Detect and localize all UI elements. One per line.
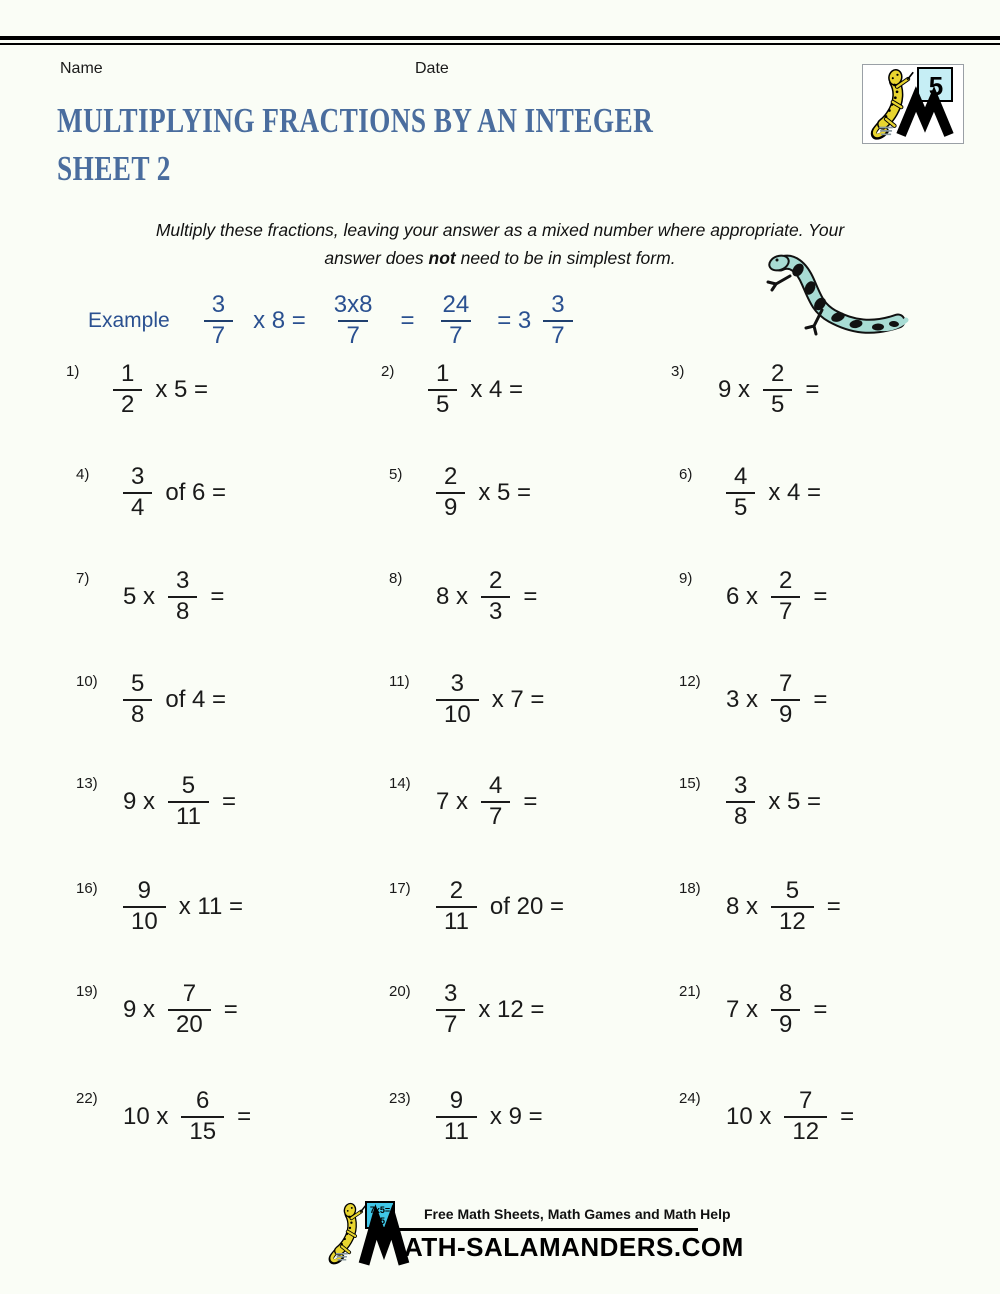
problem-9 — [679, 555, 827, 639]
problem-operation: x 5 = — [768, 788, 822, 815]
fraction — [784, 1088, 827, 1146]
fraction-denominator: 5 — [763, 389, 792, 419]
footer-site-name: ATH-SALAMANDERS.COM — [404, 1232, 744, 1262]
fraction-denominator: 9 — [771, 699, 800, 729]
numerator: 24 — [442, 291, 470, 318]
problem-operation: = — [813, 686, 828, 713]
problem-operation: = — [523, 788, 538, 815]
problem-operation: x 9 = — [489, 1103, 543, 1130]
numerator: 3x8 — [333, 291, 373, 318]
lizard-icon — [760, 248, 910, 352]
fraction-denominator: 5 — [428, 389, 457, 419]
fraction — [123, 464, 152, 522]
fraction — [771, 568, 800, 626]
example-fraction-4 — [543, 292, 572, 350]
problem-number: 16) — [76, 880, 98, 897]
problem-prefix: 10 x — [123, 1103, 169, 1130]
problem-number: 12) — [679, 673, 701, 690]
date-field-label: Date — [415, 60, 449, 77]
problem-prefix: 3 x — [726, 686, 759, 713]
fraction — [481, 568, 510, 626]
fraction-numerator: 3 — [450, 670, 465, 698]
fraction — [763, 361, 792, 419]
page-title-line2: SHEET 2 — [57, 149, 171, 188]
fraction-denominator: 8 — [726, 801, 755, 831]
problem-operation: = — [813, 996, 828, 1023]
problem-number: 18) — [679, 880, 701, 897]
fraction — [771, 671, 800, 729]
fraction — [168, 568, 197, 626]
example-fraction-1 — [204, 292, 233, 350]
badge-number: 5 — [928, 71, 944, 101]
numerator: 3 — [211, 291, 226, 318]
problem-operation: x 11 = — [178, 893, 243, 920]
fraction — [436, 981, 465, 1039]
problem-10 — [76, 658, 226, 742]
fraction-numerator: 2 — [449, 877, 464, 905]
name-field-label: Name — [60, 60, 103, 77]
example-fraction-2 — [326, 292, 381, 350]
salamander-badge-icon — [863, 65, 963, 143]
fraction-denominator: 9 — [436, 492, 465, 522]
denominator: 7 — [441, 320, 470, 350]
problem-prefix: 9 x — [718, 376, 751, 403]
problem-number: 9) — [679, 570, 693, 587]
fraction-numerator: 5 — [131, 670, 145, 698]
problem-prefix: 9 x — [123, 788, 156, 815]
problem-prefix: 9 x — [123, 996, 156, 1023]
problem-15 — [679, 760, 821, 844]
problem-operation: x 5 = — [155, 376, 209, 403]
fraction-numerator: 3 — [131, 463, 145, 491]
instructions-line2-pre: answer does — [324, 248, 429, 268]
instructions-line1: Multiply these fractions, leaving your answer as a mixed number where appropriate. Your — [155, 220, 845, 240]
fraction-numerator: 2 — [771, 360, 785, 388]
problem-20 — [389, 968, 544, 1052]
fraction-numerator: 5 — [181, 772, 196, 800]
fraction-numerator: 1 — [121, 360, 135, 388]
problem-8 — [389, 555, 537, 639]
fraction — [771, 878, 814, 936]
fraction-denominator: 9 — [771, 1009, 800, 1039]
problem-operation: = — [826, 893, 841, 920]
problem-operation: x 4 = — [768, 479, 822, 506]
problem-14 — [389, 760, 537, 844]
problem-number: 6) — [679, 466, 693, 483]
top-rule-thick — [0, 36, 1000, 40]
fraction — [428, 361, 457, 419]
problem-operation: = — [237, 1103, 252, 1130]
fraction-numerator: 7 — [182, 980, 197, 1008]
problem-operation: = — [210, 583, 225, 610]
fraction-denominator: 15 — [181, 1116, 224, 1146]
problem-6 — [679, 451, 821, 535]
fraction-denominator: 7 — [436, 1009, 465, 1039]
problem-prefix: 6 x — [726, 583, 759, 610]
fraction-numerator: 5 — [785, 877, 800, 905]
problem-1 — [66, 348, 208, 432]
example-row — [88, 292, 573, 350]
fraction-denominator: 12 — [771, 906, 814, 936]
example-eq2: = 3 — [497, 306, 532, 334]
problem-5 — [389, 451, 531, 535]
problem-operation: = — [221, 788, 236, 815]
fraction — [726, 464, 755, 522]
fraction — [123, 671, 152, 729]
example-label: Example — [88, 308, 170, 332]
fraction-denominator: 3 — [481, 596, 510, 626]
problem-number: 2) — [381, 363, 395, 380]
problem-prefix: 7 x — [436, 788, 469, 815]
denominator: 7 — [338, 320, 367, 350]
problem-number: 7) — [76, 570, 90, 587]
fraction-denominator: 11 — [436, 906, 477, 936]
problem-operation: = — [840, 1103, 855, 1130]
fraction — [181, 1088, 224, 1146]
problem-prefix: 5 x — [123, 583, 156, 610]
fraction — [436, 878, 477, 936]
instructions-line2-bold: not — [428, 248, 456, 268]
top-rule-thin — [0, 43, 1000, 45]
problem-operation: x 4 = — [470, 376, 524, 403]
example-fraction-3 — [434, 292, 477, 350]
fraction-numerator: 9 — [137, 877, 152, 905]
problem-4 — [76, 451, 226, 535]
footer-salamander-icon — [331, 1202, 365, 1261]
problem-7 — [76, 555, 224, 639]
footer-board-line2: 35 — [374, 1216, 386, 1226]
problem-number: 20) — [389, 983, 411, 1000]
fraction-denominator: 12 — [784, 1116, 827, 1146]
fraction — [726, 773, 755, 831]
problem-22 — [76, 1075, 251, 1159]
fraction-denominator: 5 — [726, 492, 755, 522]
instructions-line2-post: need to be in simplest form. — [455, 248, 676, 268]
fraction-denominator: 7 — [481, 801, 510, 831]
problem-operation: x 12 = — [478, 996, 545, 1023]
problem-number: 8) — [389, 570, 403, 587]
fraction — [123, 878, 166, 936]
problem-number: 11) — [389, 673, 410, 690]
problem-operation: of 4 = — [165, 686, 227, 713]
denominator: 7 — [543, 320, 572, 350]
fraction — [113, 361, 142, 419]
problem-13 — [76, 760, 236, 844]
fraction-numerator: 8 — [779, 980, 793, 1008]
fraction-numerator: 3 — [734, 772, 748, 800]
grade-badge-logo — [862, 64, 964, 144]
problem-21 — [679, 968, 827, 1052]
footer-divider — [398, 1228, 698, 1231]
problem-number: 4) — [76, 466, 90, 483]
fraction — [168, 773, 209, 831]
problem-operation: of 20 = — [489, 893, 564, 920]
problem-prefix: 7 x — [726, 996, 759, 1023]
fraction-denominator: 20 — [168, 1009, 211, 1039]
problem-number: 24) — [679, 1090, 701, 1107]
numerator: 3 — [551, 291, 565, 318]
problem-number: 5) — [389, 466, 403, 483]
example-op1: x 8 = — [253, 306, 306, 334]
fraction-numerator: 4 — [734, 463, 748, 491]
problem-23 — [389, 1075, 543, 1159]
fraction — [168, 981, 211, 1039]
fraction-numerator: 1 — [436, 360, 450, 388]
problem-18 — [679, 865, 841, 949]
fraction-denominator: 8 — [123, 699, 152, 729]
fraction-numerator: 2 — [489, 567, 503, 595]
problem-prefix: 8 x — [726, 893, 759, 920]
fraction-numerator: 2 — [444, 463, 458, 491]
problem-prefix: 8 x — [436, 583, 469, 610]
fraction-numerator: 7 — [779, 670, 793, 698]
fraction-denominator: 4 — [123, 492, 152, 522]
problem-prefix: 10 x — [726, 1103, 772, 1130]
fraction-denominator: 8 — [168, 596, 197, 626]
m-letter-icon — [901, 99, 949, 135]
problem-number: 17) — [389, 880, 411, 897]
fraction-numerator: 2 — [779, 567, 793, 595]
fraction — [436, 464, 465, 522]
problem-number: 1) — [66, 363, 80, 380]
problem-number: 10) — [76, 673, 98, 690]
problem-16 — [76, 865, 243, 949]
problem-number: 13) — [76, 775, 98, 792]
fraction-denominator: 2 — [113, 389, 142, 419]
footer-salamander-logo — [326, 1200, 416, 1266]
problem-operation: = — [223, 996, 238, 1023]
footer-tagline: Free Math Sheets, Math Games and Math Help — [424, 1206, 731, 1222]
fraction — [436, 671, 479, 729]
fraction-numerator: 3 — [444, 980, 458, 1008]
footer-board-line1: 7x5= — [369, 1205, 391, 1215]
fraction-numerator: 7 — [799, 1087, 813, 1115]
problem-number: 21) — [679, 983, 701, 1000]
problem-2 — [381, 348, 523, 432]
fraction-denominator: 11 — [168, 801, 209, 831]
problem-operation: x 7 = — [491, 686, 545, 713]
fraction — [436, 1088, 477, 1146]
fraction — [771, 981, 800, 1039]
problem-operation: = — [813, 583, 828, 610]
fraction-denominator: 10 — [436, 699, 479, 729]
problem-operation: x 5 = — [478, 479, 532, 506]
fraction-denominator: 10 — [123, 906, 166, 936]
page-title-line1: MULTIPLYING FRACTIONS BY AN INTEGER — [57, 101, 654, 140]
fraction-numerator: 3 — [176, 567, 190, 595]
problem-operation: = — [805, 376, 820, 403]
problem-number: 15) — [679, 775, 701, 792]
example-eq1: = — [400, 306, 415, 334]
fraction-numerator: 4 — [489, 772, 503, 800]
fraction-denominator: 7 — [771, 596, 800, 626]
fraction-numerator: 9 — [449, 1087, 464, 1115]
problem-number: 22) — [76, 1090, 98, 1107]
fraction — [481, 773, 510, 831]
problem-17 — [389, 865, 564, 949]
problem-operation: of 6 = — [165, 479, 227, 506]
problem-number: 23) — [389, 1090, 411, 1107]
problem-number: 19) — [76, 983, 98, 1000]
fraction-denominator: 11 — [436, 1116, 477, 1146]
problem-number: 3) — [671, 363, 685, 380]
problem-24 — [679, 1075, 854, 1159]
problem-11 — [389, 658, 544, 742]
problem-12 — [679, 658, 827, 742]
problem-3 — [671, 348, 819, 432]
problem-operation: = — [523, 583, 538, 610]
denominator: 7 — [204, 320, 233, 350]
problem-number: 14) — [389, 775, 411, 792]
fraction-numerator: 6 — [196, 1087, 210, 1115]
problem-19 — [76, 968, 238, 1052]
